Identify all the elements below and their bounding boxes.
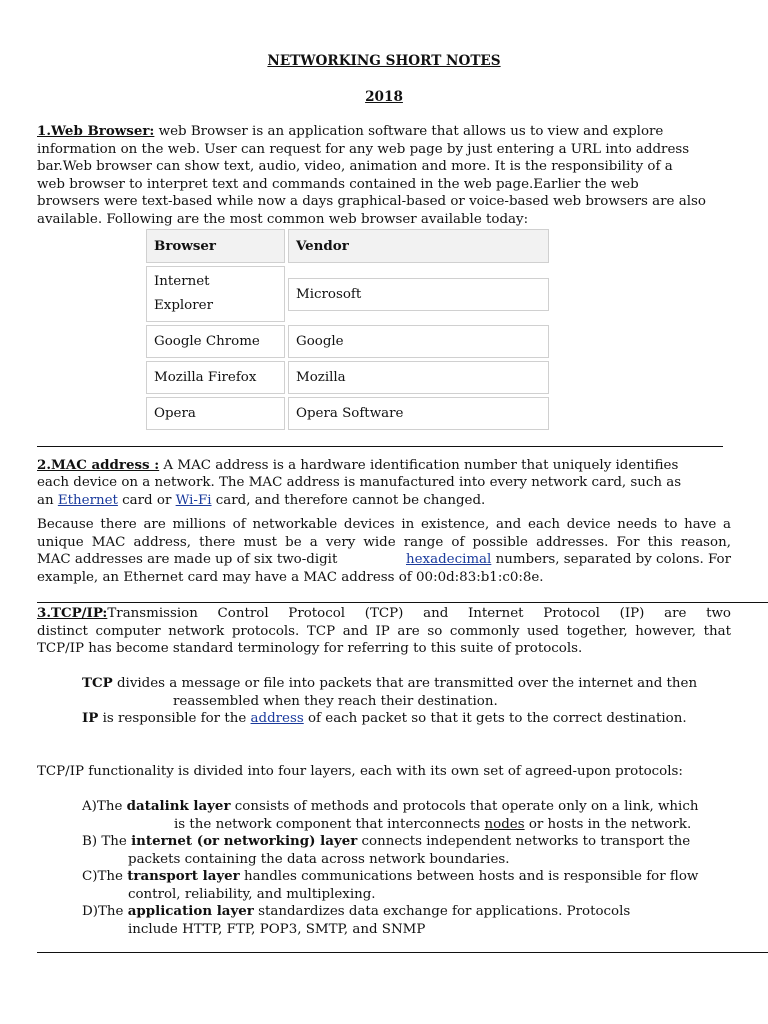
table-cell-browser: Google Chrome [146, 325, 285, 358]
web-browser-line-2: information on the web. User can request for any web page by just entering a URL into address [37, 142, 690, 157]
web-browser-line-3: bar.Web browser can show text, audio, video, animation and more. It is the responsibility of a [37, 159, 673, 174]
datalink-layer-term: datalink layer [126, 798, 231, 814]
ip-term: IP [82, 710, 99, 726]
mac-p2-line-1: Because there are millions of networkable devices in existence, and each device needs to have a [37, 517, 731, 532]
tcp-definition-line-1: TCP divides a message or file into packets that are transmitted over the internet and then [82, 675, 698, 691]
table-cell-browser: Mozilla Firefox [146, 361, 285, 394]
layer-d-line-2: include HTTP, FTP, POP3, SMTP, and SNMP [128, 922, 426, 937]
ethernet-link[interactable]: Ethernet [57, 493, 118, 508]
tcpip-heading: 3.TCP/IP: [37, 605, 108, 621]
web-browser-heading: 1.Web Browser: [37, 123, 155, 139]
web-browser-line-4: web browser to interpret text and commands contained in the web page.Earlier the web [37, 177, 639, 192]
tcpip-line-1: 3.TCP/IP: Transmission Control Protocol (TCP) and Internet Protocol (IP) are two [37, 605, 731, 621]
table-cell-browser: Opera [146, 397, 285, 430]
web-browser-line-5: browsers were text-based while now a days graphical-based or voice-based web browsers are also [37, 194, 706, 209]
mac-p2-line-3: MAC addresses are made up of six two-digit hexadecimal numbers, separated by colons. For [37, 552, 731, 567]
section-divider [37, 446, 723, 447]
mac-p2-line-4: example, an Ethernet card may have a MAC address of 00:0d:83:b1:c0:8e. [37, 570, 544, 585]
table-cell-browser: Internet [154, 274, 210, 289]
tcpip-line-3: TCP/IP has become standard terminology for referring to this suite of protocols. [37, 641, 583, 656]
mac-line-2: each device on a network. The MAC address is manufactured into every network card, such as [37, 475, 682, 490]
internet-layer-term: internet (or networking) layer [131, 833, 358, 849]
mac-line-1: 2.MAC address : A MAC address is a hardware identification number that uniquely identifies [37, 457, 679, 473]
web-browser-line-6: available. Following are the most common web browser available today: [37, 212, 529, 227]
layer-d-line-1: D)The application layer standardizes data exchange for applications. Protocols [82, 903, 631, 919]
table-header-vendor: Vendor [288, 229, 549, 263]
ip-definition: IP is responsible for the address of each packet so that it gets to the correct destination. [82, 710, 687, 726]
table-cell-vendor: Google [288, 325, 549, 358]
layers-intro: TCP/IP functionality is divided into four layers, each with its own set of agreed-upon protocols: [37, 764, 683, 779]
wifi-link[interactable]: Wi-Fi [175, 493, 212, 508]
mac-line-3: an Ethernet card or Wi-Fi card, and therefore cannot be changed. [37, 493, 486, 508]
transport-layer-term: transport layer [127, 868, 240, 884]
section-divider [37, 952, 768, 953]
table-header-browser: Browser [146, 229, 285, 263]
page-title: NETWORKING SHORT NOTES [267, 53, 501, 69]
tcp-definition-line-2: reassembled when they reach their destination. [173, 694, 498, 709]
table-cell-vendor: Microsoft [288, 278, 549, 311]
table-cell-browser: Explorer [154, 298, 213, 313]
tcpip-line-2: distinct computer network protocols. TCP and IP are so commonly used together, however, that [37, 624, 731, 639]
table-cell-vendor: Opera Software [288, 397, 549, 430]
mac-p2-line-2: unique MAC address, there must be a very wide range of possible addresses. For this reason, [37, 535, 731, 550]
table-cell-vendor: Mozilla [288, 361, 549, 394]
web-browser-line-1: 1.Web Browser: web Browser is an application software that allows us to view and explore [37, 123, 664, 139]
layer-b-line-2: packets containing the data across network boundaries. [128, 852, 510, 867]
mac-heading: 2.MAC address : [37, 457, 160, 473]
nodes-link[interactable]: nodes [484, 817, 525, 832]
layer-c-line-1: C)The transport layer handles communications between hosts and is responsible for flow [82, 868, 699, 884]
section-divider [37, 602, 768, 603]
layer-b-line-1: B) The internet (or networking) layer connects independent networks to transport the [82, 833, 691, 849]
layer-c-line-2: control, reliability, and multiplexing. [128, 887, 376, 902]
tcp-term: TCP [82, 675, 113, 691]
application-layer-term: application layer [127, 903, 254, 919]
page-year: 2018 [365, 89, 403, 105]
address-link[interactable]: address [250, 711, 304, 726]
table-row [146, 266, 285, 322]
layer-a-line-2: is the network component that interconnects nodes or hosts in the network. [174, 817, 692, 832]
hexadecimal-link[interactable]: hexadecimal [405, 552, 492, 567]
layer-a-line-1: A)The datalink layer consists of methods and protocols that operate only on a link, which [82, 798, 699, 814]
